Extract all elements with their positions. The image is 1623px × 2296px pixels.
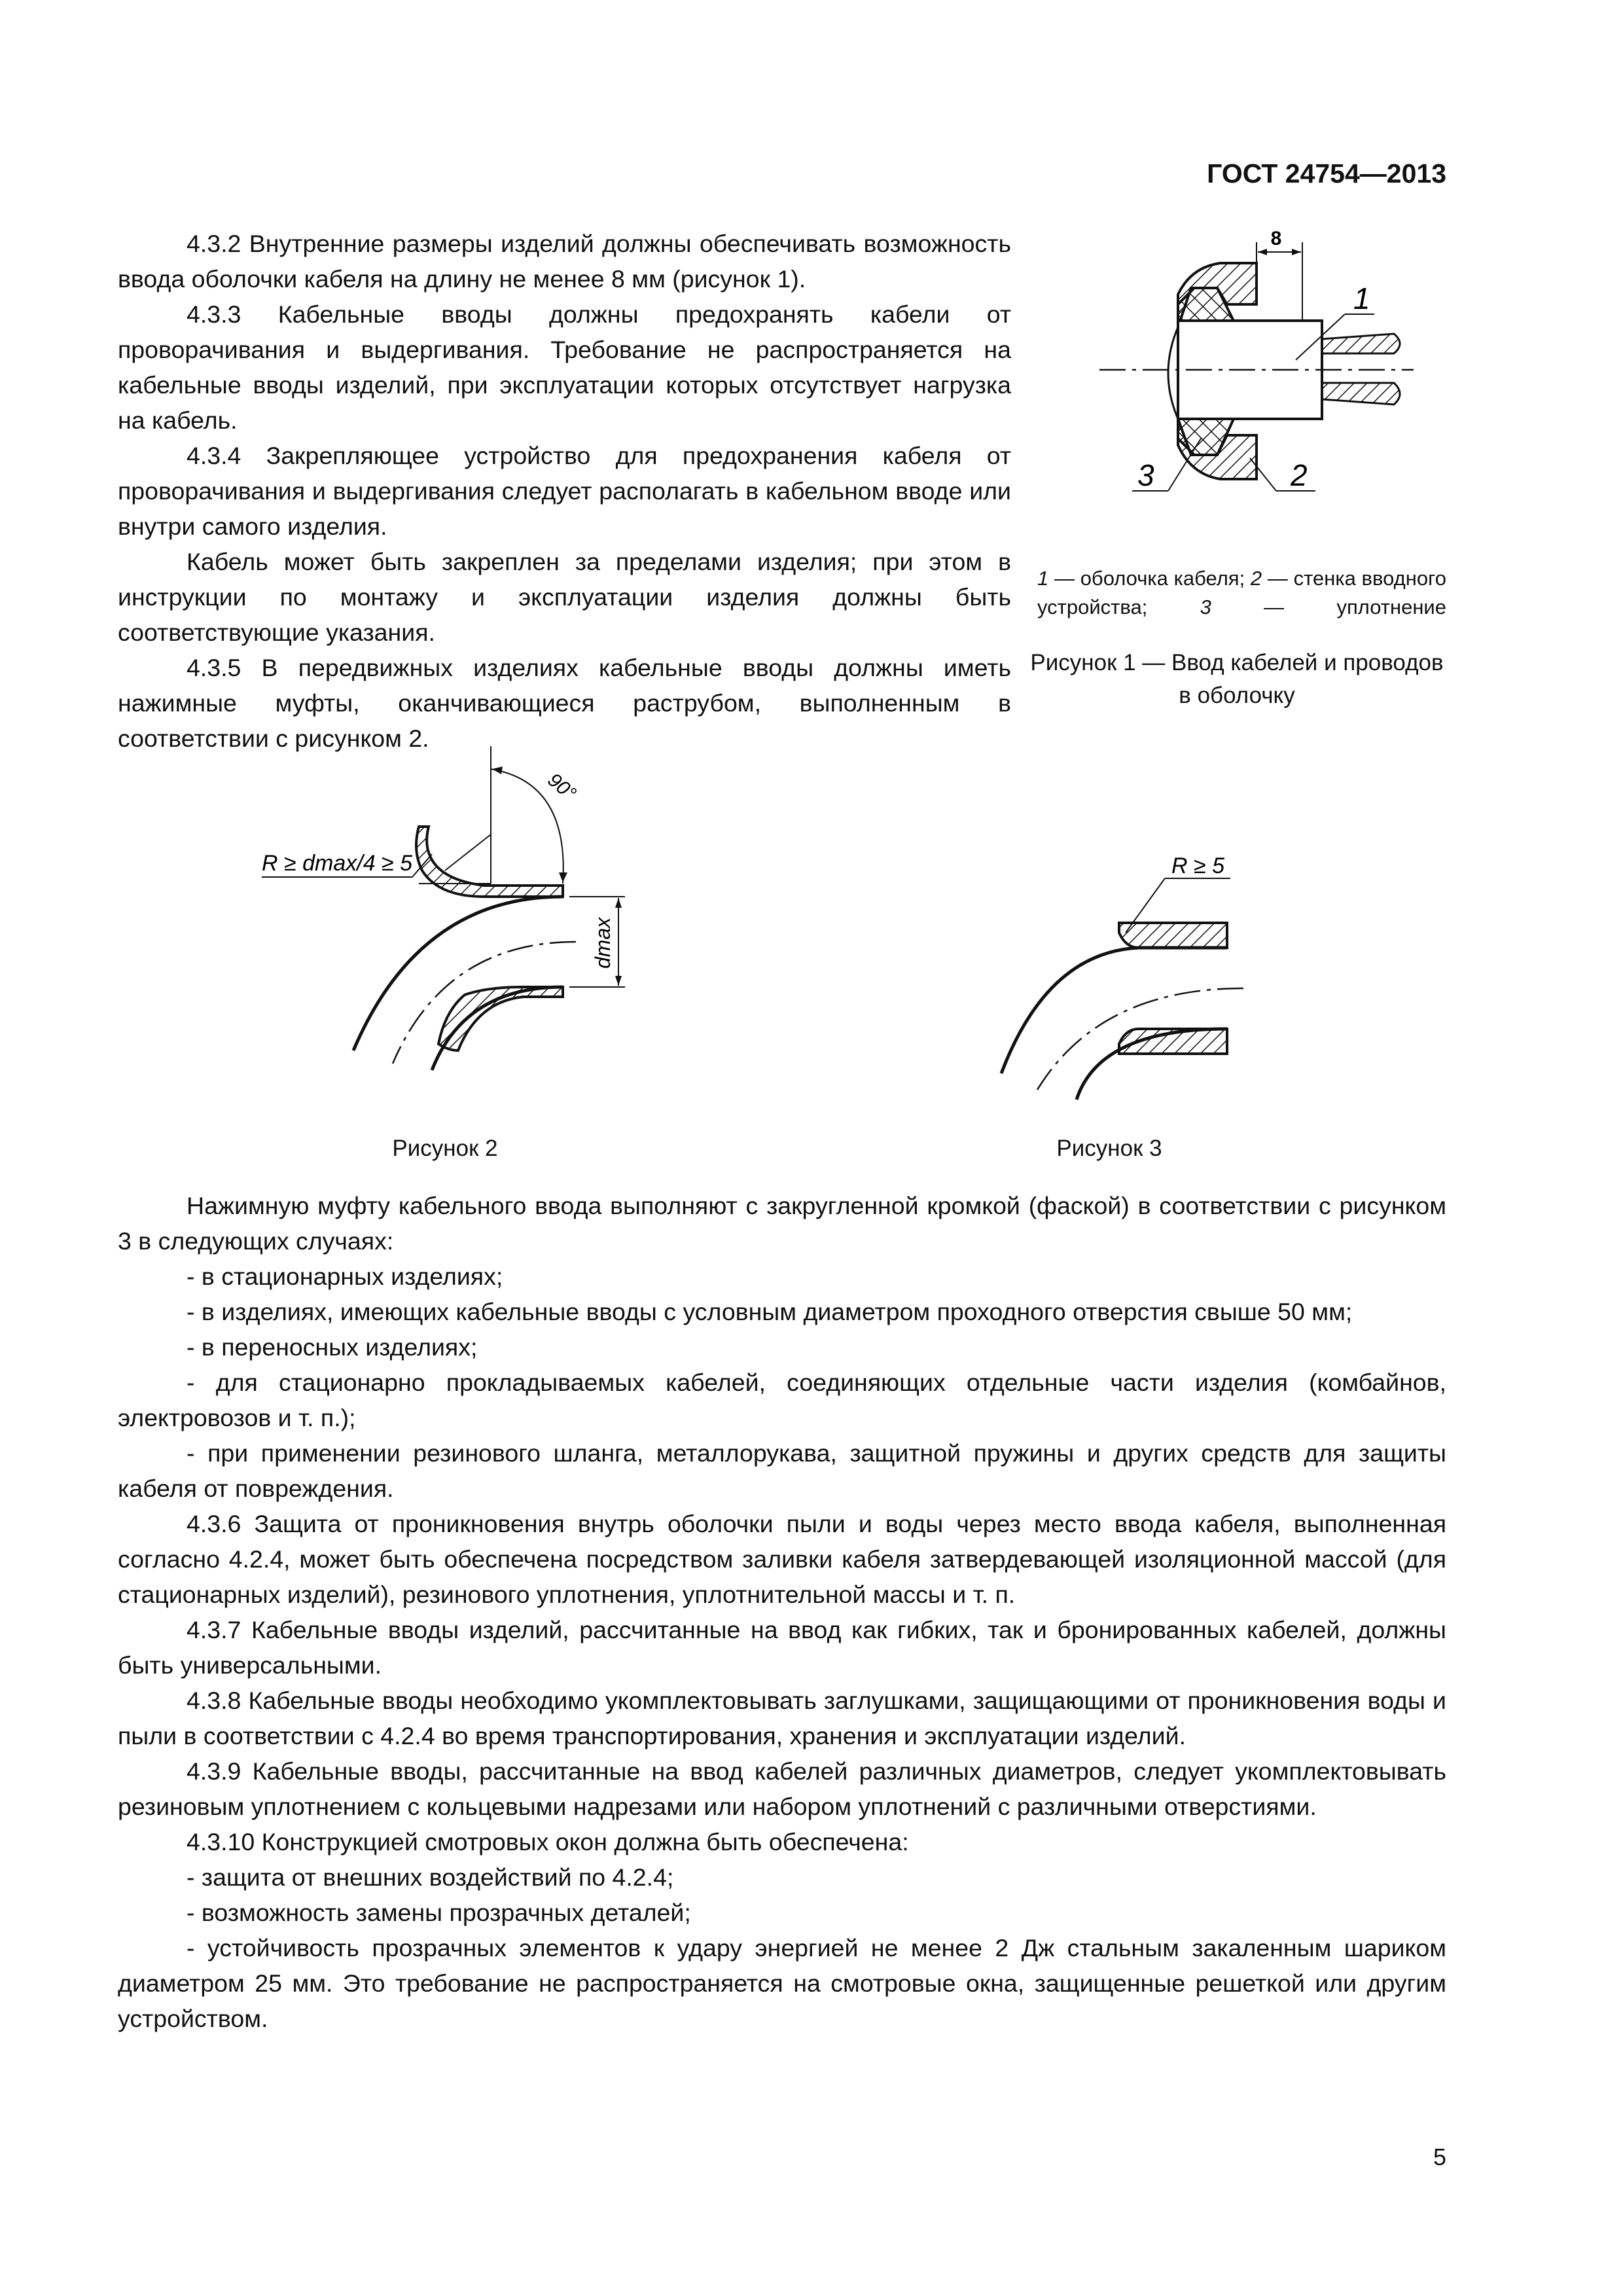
- legend-text-2: — стенка вводного устройства;: [1037, 567, 1446, 619]
- figure-2-diameter-label: dmax: [591, 917, 615, 969]
- figure-2-drawing: [249, 743, 668, 1083]
- list-item-stationary-cables: - для стационарно прокладываемых кабелей, соединяющих отдельные части изделия (комбайнов, электровозов и т. п.);: [118, 1369, 1446, 1431]
- paragraph-4-3-7: 4.3.7 Кабельные вводы изделий, рассчитанные на ввод как гибких, так и бронированных кабелей, должны быть универсальными.: [118, 1616, 1446, 1679]
- paragraph-4-3-3: 4.3.3 Кабельные вводы должны предохранять кабели от проворачивания и выдергивания. Требование не распространяется на кабельные вводы изделий, при эксплуатации которых отсутствует нагрузка на кабель.: [118, 300, 1011, 434]
- list-item-impact-resistance: - устойчивость прозрачных элементов к удару энергией не менее 2 Дж стальным закаленным шариком диаметром 25 мм. Это требование не распространяется на смотровые окна, защищенные решеткой или другим устройством.: [118, 1934, 1446, 2032]
- paragraph-4-3-9: 4.3.9 Кабельные вводы, рассчитанные на ввод кабелей различных диаметров, следует укомплектовывать резиновым уплотнением с кольцевыми надрезами или набором уплотнений с различными отверстиями.: [118, 1757, 1446, 1820]
- figure-1-legend: [1037, 564, 1446, 622]
- figure-2-angle-label: 90°: [543, 769, 580, 805]
- figure-2-radius-label: R ≥ dmax/4 ≥ 5: [262, 851, 413, 876]
- legend-text-3: — уплотнение: [1211, 596, 1446, 619]
- main-text-column: [118, 1188, 1446, 2036]
- list-item-protection: - при применении резинового шланга, металлорукава, защитной пружины и других средств для защиты кабеля от повреждения.: [118, 1439, 1446, 1502]
- paragraph-cable-fixing: Кабель может быть закреплен за пределами изделия; при этом в инструкции по монтажу и эксплуатации изделия должны быть соответствующие указания.: [118, 548, 1011, 646]
- paragraph-4-3-2: 4.3.2 Внутренние размеры изделий должны обеспечивать возможность ввода оболочки кабеля на длину не менее 8 мм (рисунок 1).: [118, 230, 1011, 293]
- list-item-portable: - в переносных изделиях;: [187, 1333, 478, 1361]
- figure-2-caption: Рисунок 2: [392, 1136, 498, 1161]
- figure-3-caption: Рисунок 3: [1056, 1136, 1162, 1161]
- legend-number-1: 1: [1037, 567, 1049, 590]
- legend-number-3: 3: [1200, 596, 1211, 619]
- legend-number-2: 2: [1250, 567, 1262, 590]
- figure-3-drawing: [969, 844, 1263, 1106]
- paragraph-4-3-8: 4.3.8 Кабельные вводы необходимо укомплектовывать заглушками, защищающими от проникновения воды и пыли в соответствии с 4.2.4 во время транспортирования, хранения и эксплуатации изделий.: [118, 1687, 1446, 1749]
- list-item-stationary: - в стационарных изделиях;: [187, 1263, 503, 1290]
- list-item-external-effects: - защита от внешних воздействий по 4.2.4;: [187, 1863, 674, 1891]
- paragraph-4-3-6: 4.3.6 Защита от проникновения внутрь оболочки пыли и воды через место ввода кабеля, выполненная согласно 4.2.4, может быть обеспечена посредством заливки кабеля затвердевающей изоляционной массой (для стационарных изделий), резинового уплотнения, уплотнительной массы и т. п.: [118, 1510, 1446, 1608]
- figure-1-caption: Рисунок 1 — Ввод кабелей и проводов в оболочку: [1030, 650, 1444, 708]
- paragraph-press-sleeve: Нажимную муфту кабельного ввода выполняют с закругленной кромкой (фаской) в соответствии с рисунком 3 в следующих случаях:: [118, 1192, 1446, 1255]
- figure-3-radius-label: R ≥ 5: [1171, 853, 1225, 878]
- figure-1-callout-2: 2: [1291, 458, 1308, 492]
- legend-text-1: — оболочка кабеля;: [1048, 567, 1251, 590]
- paragraph-4-3-4: 4.3.4 Закрепляющее устройство для предохранения кабеля от проворачивания и выдергивания следует располагать в кабельном вводе или внутри самого изделия.: [118, 442, 1011, 540]
- figure-1-dimension: 8: [1270, 228, 1282, 249]
- page-number: 5: [1433, 2144, 1446, 2170]
- top-text-column: [118, 226, 1011, 756]
- paragraph-4-3-10: 4.3.10 Конструкцией смотровых окон должна быть обеспечена:: [187, 1828, 909, 1856]
- figure-1-callout-3: 3: [1137, 458, 1154, 492]
- paragraph-4-3-5: 4.3.5 В передвижных изделиях кабельные вводы должны иметь нажимные муфты, оканчивающиеся раструбом, выполненным в соответствии с рисунком 2.: [118, 654, 1011, 752]
- figure-1-drawing: [1086, 223, 1440, 550]
- document-header: ГОСТ 24754—2013: [1207, 158, 1446, 188]
- figure-1-callout-1: 1: [1353, 281, 1370, 315]
- list-item-replacement: - возможность замены прозрачных деталей;: [187, 1899, 691, 1926]
- list-item-diameter-50: - в изделиях, имеющих кабельные вводы с условным диаметром проходного отверстия свыше 50 мм;: [187, 1298, 1353, 1325]
